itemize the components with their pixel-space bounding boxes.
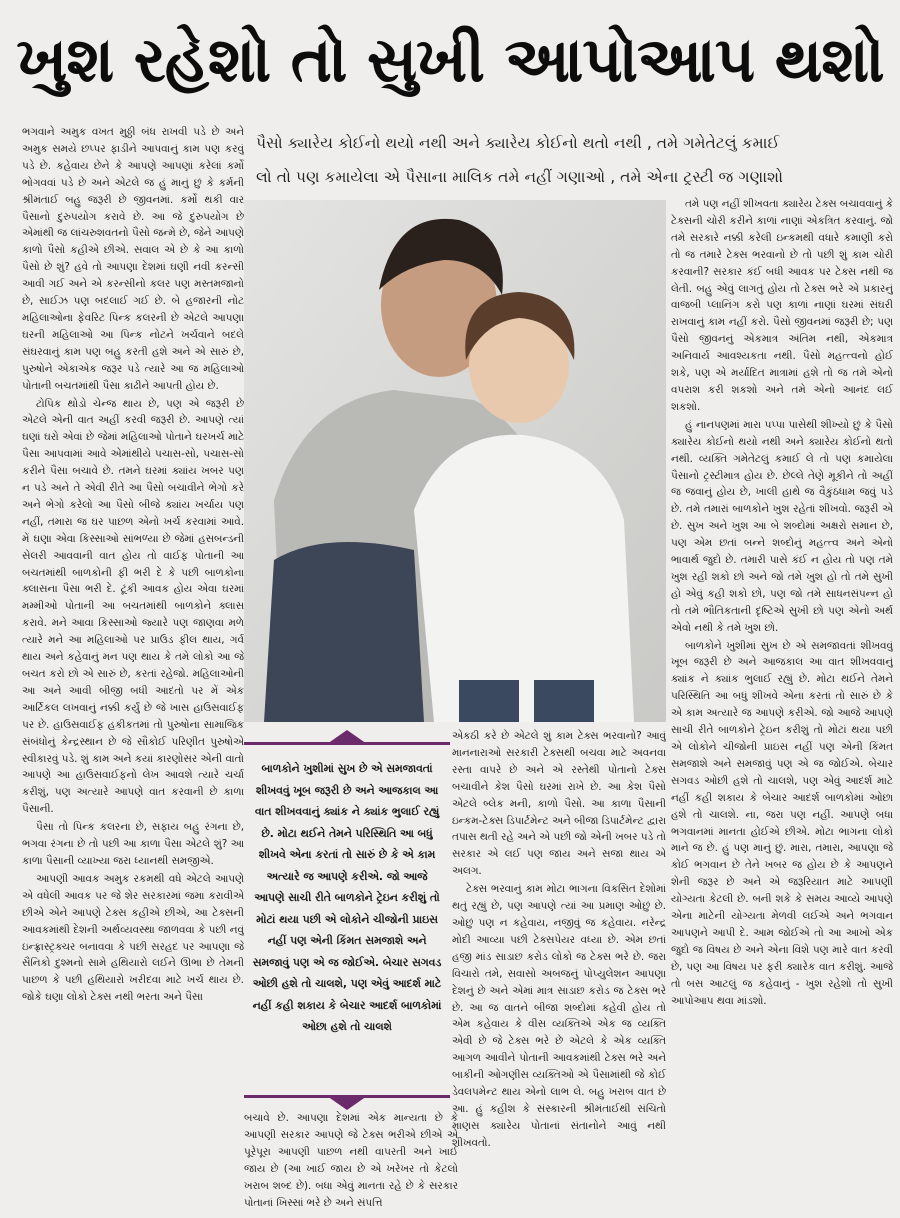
subheadline-line-2: લો તો પણ કમાયેલા એ પૈસાના માલિક તમે નહીં ગણાઓ , તમે એના ટ્રસ્ટી જ ગણાશો: [256, 168, 783, 186]
paragraph: એકઠી કરે છે એટલે શું કામ ટેક્સ ભરવાનો? આવું માનનારાઓ સરકારી ટેક્સથી બચવા માટે અવનવા રસ્તા વાપરે છે અને એ રસ્તેથી પોતાનો ટેક્સ બચાવીને કેશ પૈસો ઘરમાં રાખે છે. આ કેશ પૈસો એટલે બ્લેક મની, કાળો પૈસો. આ કાળા પૈસાની ઇન્કમ-ટેક્સ ડિપાર્ટમેન્ટ અને બીજા ડિપાર્ટમેન્ટ દ્વારા તપાસ થતી રહે અને એ પછી જો એની ખબર પડે તો સરકાર એ લઈ પણ જાય અને સજા થાય એ અલગ.: [452, 730, 666, 878]
paragraph: તમે પણ નહીં શીખવતા ક્યારેય ટેક્સ બચાવવાનું કે ટેક્સની ચોરી કરીને કાળાં નાણાં એકત્રિત કરવાનું. જો તમે સરકારે નક્કી કરેલી ઇન્કમથી વધારે કમાણી કરો તો જ તમારે ટેક્સ ભરવાનો છે તો પછી શું કામ ચોરી કરવાની? સરકાર કંઈ બધી આવક પર ટેક્સ નથી જ લેતી. બહુ એવું લાગતું હોય તો ટેક્સ ભરે એ પ્રકારનું વાજબી પ્લાનિંગ કરો પણ કાળાં નાણાં ઘરમાં સંઘરી રાખવાનું કામ નહીં કરો. પૈસો જીવનમાં જરૂરી છે; પણ પૈસો જીવનનું એકમાત્ર અંતિમ નથી, એકમાત્ર અનિવાર્ય આવશ્યકતા નથી. પૈસો મહત્ત્વનો હોઈ શકે, પણ એ મર્યાદિત માત્રામાં હશે તો જ તમે એનો વપરાશ કરી શકશો અને તમે એનો આનંદ લઈ શકશો.: [671, 198, 893, 413]
article-column-left: [22, 124, 244, 1208]
article-column-middle-bottom: [244, 1110, 458, 1208]
article-photo: [244, 200, 666, 722]
article-column-middle: [452, 728, 666, 1208]
paragraph: ટેક્સ ભરવાનું કામ મોટા ભાગના વિકસિત દેશોમાં થતું રહ્યું છે, પણ આપણે ત્યાં આ પ્રમાણ ઓછું છે. ઓછું પણ ન કહેવાય, નજીવું જ કહેવાય. નરેન્દ્ર મોદી આવ્યા પછી ટેક્સપેયર વધ્યા છે. એમ છતાં હજી માંડ સાડાછ કરોડ લોકો જ ટેક્સ ભરે છે. જરા વિચારો તમે, સવાસો અબજનું પોપ્યુલેશન આપણા દેશનું છે અને એમાં માત્ર સાડાછ કરોડ જ ટેક્સ ભરે છે. આ જ વાતને બીજા શબ્દોમાં કહેવી હોય તો એમ કહેવાય કે વીસ વ્યક્તિએ એક જ વ્યક્તિ એવી છે જે ટેક્સ ભરે છે એટલે કે એક વ્યક્તિ આગળ આવીને પોતાની આવકમાંથી ટેક્સ ભરે અને બાકીની ઓગણીસ વ્યક્તિઓ એ પૈસામાંથી જે કોઈ ડેવલપમેન્ટ થાય એનો લાભ લે. બહુ ખરાબ વાત છે આ. હું કહીશ કે સંસ્કારની શ્રીમંતાઈથી સંચિતો માણસ ક્યારેય પોતાનાં સંતાનોને આવું નથી શીખવતો.: [452, 883, 666, 1149]
article-subheadline: [256, 126, 896, 196]
paragraph: હું નાનપણમાં મારા પપ્પા પાસેથી શીખ્યો છું કે પૈસો ક્યારેય કોઈનો થયો નથી અને ક્યારેય કોઈનો થતો નથી. વ્યક્તિ ગમેતેટલું કમાઈ લે તો પણ કમાયેલા પૈસાનો ટ્રસ્ટીમાત્ર હોય છે. છેલ્લે તેણે મૂકીને તો અહીં જ જવાનું હોય છે, ખાલી હાથે જ વૈકુંઠધામ જવું પડે છે. તમે તમારાં બાળકોને ખુશ રહેતાં શીખવો. જરૂરી એ છે. સુખ અને ખુશ આ બે શબ્દોમાં અક્ષરો સમાન છે, પણ એમ છતાં બન્ને શબ્દોનું મહત્ત્વ અને એનો ભાવાર્થ જુદો છે. તમારી પાસે કંઈ ન હોય તો પણ તમે ખુશ રહી શકો છો અને જો તમે ખુશ હો તો તમે સુખી હો એવું કહી શકો છો, પણ જો તમે સાધનસંપન્ન હો તો તમે ભૌતિકતાની દૃષ્ટિએ સુખી છો પણ એનો અર્થ એવો નથી કે તમે ખુશ છો.: [671, 418, 893, 634]
article-column-right: [671, 196, 893, 1208]
paragraph: ભગવાને અમુક વખત મુઠ્ઠી બંધ રાખવી પડે છે અને અમુક સમયે છપ્પર ફાડીને આપવાનું કામ પણ કરવું પડે છે. કહેવાય છેને કે આપણે આપણાં કરેલાં કર્મો ભોગવવાં પડે છે અને એટલે જ હું માનું છું કે કર્મની શ્રીમંતાઈ બહુ જરૂરી છે જીવનમાં. કર્મો થકી વાર પૈસાનો દુરુપયોગ કરાવે છે. આ જે દુરુપયોગ છે એમાંથી જ લાંચરુશવતનો પૈસો જન્મે છે, જેને આપણે કાળો પૈસો કહીએ છીએ. સવાલ એ છે કે આ કાળો પૈસો છે શું? હવે તો આપણા દેશમાં ઘણી નવી કરન્સી આવી ગઈ અને એ કરન્સીનો કલર પણ મસ્તમજાનો છે, સાઈઝ પણ બદલાઈ ગઈ છે. બે હજારની નોટ મહિલાઓના ફેવરિટ પિન્ક કલરની છે એટલે આપણા ઘરની મહિલાઓ આ પિન્ક નોટને ખર્ચવાને બદલે સંઘરવાનું કામ પણ બહુ કરતી હશે અને એ સારું છે, પુરુષોને એકાએક જરૂર પડે ત્યારે આ જ મહિલાઓ પોતાની બચતમાંથી પૈસા કાઢીને આપતી હોય છે.: [22, 126, 244, 392]
paragraph: પૈસા તો પિન્ક કલરના છે, સફાય બહુ રંગના છે, ભગવા રંગના છે તો પછી આ કાળા પૈસા એટલે શું? આ કાળા પૈસાની વ્યાખ્યા જરા ધ્યાનથી સમજીએ.: [22, 821, 244, 867]
subheadline-line-1: પૈસો ક્યારેય કોઈનો થયો નથી અને ક્યારેય કોઈનો થતો નથી , તમે ગમેતેટલું કમાઈ: [256, 134, 780, 152]
paragraph: ટોપિક થોડો ચેન્જ થાય છે, પણ એ જરૂરી છે એટલે એની વાત અહીં કરવી જરૂરી છે. આપણે ત્યાં ઘણાં ઘરો એવાં છે જેમાં મહિલાઓ પોતાને ઘરખર્ચ માટે પૈસા આપવામાં આવે એમાંથીયે પચાસ-સો, પચાસ-સો કરીને પૈસા બચાવે છે. તમને ઘરમાં ક્યાંય ખબર પણ ન પડે અને તે એવી રીતે આ પૈસો બચાવીને ભેગો કરે અને ભેગો કરેલો આ પૈસો બીજે ક્યાંય ખર્ચાય પણ નહીં, તમારા જ ઘર પાછળ એનો ખર્ચ કરવામાં આવે. મેં ઘણા એવા કિસ્સાઓ સાંભળ્યા છે જેમાં હસબન્ડની સેલરી આવવાની વાત હોય તો વાઈફ પોતાની આ બચતમાંથી બાળકોની ફી ભરી દે કે પછી બાળકોના ક્લાસના પૈસા ભરી દે. ટૂંકી આવક હોય એવા ઘરમાં મમ્મીઓ પોતાની આ બચતમાંથી બાળકોને ક્લાસ કરાવે. મને આવા કિસ્સાઓ જ્યારે પણ જાણવા મળે ત્યારે મને આ મહિલાઓ પર પ્રાઉડ ફીલ થાય, ગર્વ થાય અને કહેવાનું મન પણ થાય કે તમે લોકો આ જે બચત કરો છો એ સારું છે, કરતાં રહેજો. મહિલાઓની આ અને આવી બીજી બધી આદતો પર મેં એક આર્ટિકલ લખવાનું નક્કી કર્યું છે જે ખાસ હાઉસવાઈફ પર છે. હાઉસવાઈફ હકીકતમાં તો પુરુષોના સામાજિક સંબંધોનું કેન્દ્રસ્થાન છે જે સૌકોઈ પરિણીત પુરુષોએ સ્વીકારવું પડે. શું કામ અને કયાં કારણોસર એની વાતો આપણે આ હાઉસવાઈફનો લેખ આવશે ત્યારે ચર્ચા કરીશું, પણ અત્યારે આપણે વાત કરવાની છે કાળા પૈસાની.: [22, 397, 244, 816]
pull-quote-text: બાળકોને ખુશીમાં સુખ છે એ સમજાવતાં શીખવવું ખૂબ જરૂરી છે અને આજકાલ આ વાત શીખવવાનું ક્યાંક ને ક્યાંક ભુલાઈ રહ્યું છે. મોટા થઈને તેમને પરિસ્થિતિ આ બધું શીખવે એના કરતાં તો સારું છે કે એ કામ અત્યારે જ આપણે કરીએ. જો આજે આપણે સાચી રીતે બાળકોને ટ્રેઇન કરીશું તો મોટાં થયા પછી એ લોકોને ચીજોની પ્રાઇસ નહીં પણ એની કિંમત સમજાશે અને સમજાવું પણ એ જ જોઈએ. બેચાર સગવડ ઓછી હશે તો ચાલશે, પણ એવું આદર્શ માટે નહીં કહી શકાય કે બેચાર આદર્શ બાળકોમાં ઓછા હશે તો ચાલશે: [252, 762, 442, 1033]
pull-quote-bottom-marker: [327, 1096, 367, 1110]
article-headline: ખુશ રહેશો તો સુખી આપોઆપ થશો: [16, 23, 884, 96]
paragraph: આપણી આવક અમુક રકમથી વધે એટલે આપણે એ વધેલી આવક પર જે શેર સરકારમાં જમા કરાવીએ છીએ એને આપણે ટેક્સ કહીએ છીએ, આ ટેક્સની આવકમાંથી દેશની અર્થવ્યવસ્થા જાળવવા કે પછી નવું ઇન્ફ્રાસ્ટ્રક્ચર બનાવવા કે પછી સરહદ પર આપણા જે સૈનિકો દુશ્મનો સામે હથિયારો લઈને ઊભા છે તેમની પાછળ કે પછી હથિયારો ખરીદવા માટે ખર્ચ થાય છે. જોકે ઘણા લોકો ટેક્સ નથી ભરતા અને પૈસા: [22, 872, 244, 1004]
photo-icon: [244, 200, 666, 722]
paragraph: બચાવે છે. આપણા દેશમાં એક માન્યતા છે કે આપણી સરકાર આપણે જે ટેક્સ ભરીએ છીએ એ પૂરેપૂરા આપણી પાછળ નથી વાપરતી અને ખાઈ જાય છે (આ ખાઈ જાય છે એ ખરેખર તો કેટલો ખરાબ શબ્દ છે). બધા એવું માનતા રહે છે કે સરકાર પોતાનાં ખિસ્સાં ભરે છે અને સંપત્તિ: [244, 1112, 458, 1208]
pull-quote: [244, 730, 450, 1110]
paragraph: બાળકોને ખુશીમાં સુખ છે એ સમજાવતાં શીખવવું ખૂબ જરૂરી છે અને આજકાલ આ વાત શીખવવાનું ક્યાંક ને ક્યાંક ભુલાઈ રહ્યું છે. મોટા થઈને તેમને પરિસ્થિતિ આ બધું શીખવે એના કરતાં તો સારું છે કે એ કામ અત્યારે જ આપણે કરીએ. જો આજે આપણે સાચી રીતે બાળકોને ટ્રેઇન કરીશું તો મોટાં થયા પછી એ લોકોને ચીજોની પ્રાઇસ નહીં પણ એની કિંમત સમજાશે અને સમજાવું પણ એ જ જોઈએ. બેચાર સગવડ ઓછી હશે તો ચાલશે, પણ એવું આદર્શ માટે નહીં કહી શકાય કે બેચાર આદર્શ બાળકોમાં ઓછા હશે તો ચાલશે. ના, જરા પણ નહીં. આપણે બધા ભગવાનમાં માનતા હોઈએ છીએ. મોટા ભાગના લોકો માને જ છે. હું પણ માનું છું. મારા, તમારા, આપણા જે કોઈ ભગવાન છે તેને ખબર જ હોય છે કે આપણને શેની જરૂર છે અને એ જરૂરિયાત માટે આપણી યોગ્યતા કેટલી છે. બની શકે કે સમય આવ્યે આપણે એના માટેની યોગ્યતા મેળવી લઈએ અને ભગવાન આપણને આપી દે. આમ જોઈએ તો આ આખો એક જુદો જ વિષય છે અને એના વિશે પણ મારે વાત કરવી છે, પણ આ વિષય પર ફરી ક્યારેક વાત કરીશું. આજે તો બસ આટલું જ કહેવાનું - ખુશ રહેશો તો સુખી આપોઆપ થવા માંડશો.: [671, 639, 893, 1007]
